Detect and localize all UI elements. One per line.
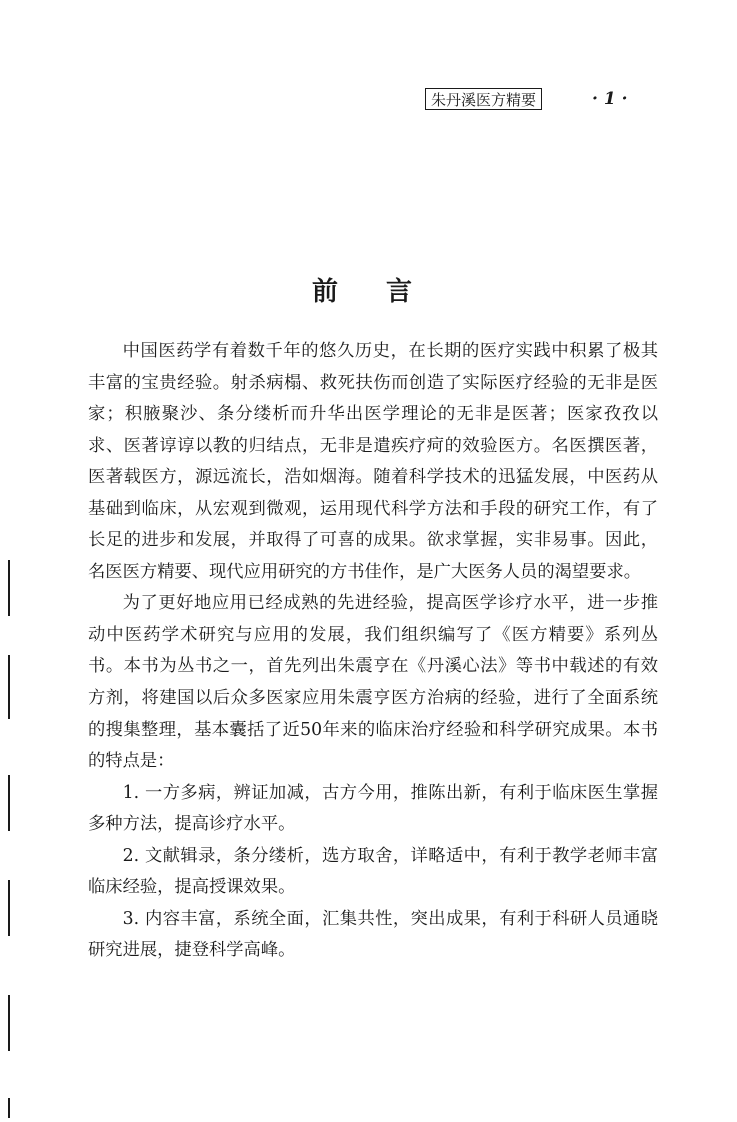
- feature-item-1: 1. 一方多病，辨证加减，古方今用，推陈出新，有利于临床医生掌握多种方法，提高诊疗水平。: [88, 782, 658, 835]
- scan-margin-mark: [8, 655, 10, 719]
- paragraph-purpose: 为了更好地应用已经成熟的先进经验，提高医学诊疗水平，进一步推动中医药学术研究与应用的发展，我们组织编写了《医方精要》系列丛书。本书为丛书之一，首先列出朱震亨在《丹溪心法》等书中载述的有效方剂，将建国以后众多医家应用朱震亨医方治病的经验，进行了全面系统的搜集整理，基本囊括了近50年来的临床治疗经验和科学研究成果。本书的特点是：: [88, 593, 658, 772]
- feature-item-3: 3. 内容丰富，系统全面，汇集共性，突出成果，有利于科研人员通晓研究进展，捷登科学高峰。: [88, 908, 658, 961]
- scan-margin-mark: [8, 995, 10, 1051]
- page-number: · 1 ·: [592, 89, 628, 109]
- book-title-box: 朱丹溪医方精要: [425, 88, 542, 110]
- page-title: 前言: [312, 277, 461, 307]
- scan-margin-mark: [8, 880, 10, 936]
- running-header: [0, 88, 737, 112]
- scan-margin-mark: [8, 1098, 10, 1118]
- body-text: [88, 336, 658, 967]
- scan-margin-mark: [8, 560, 10, 616]
- paragraph-intro: 中国医药学有着数千年的悠久历史，在长期的医疗实践中积累了极其丰富的宝贵经验。射杀病榻、救死扶伤而创造了实际医疗经验的无非是医家；积腋聚沙、条分缕析而升华出医学理论的无非是医著；医家孜孜以求、医著谆谆以教的归结点，无非是遣疾疗疴的效验医方。名医撰医著，医著载医方，源远流长，浩如烟海。随着科学技术的迅猛发展，中医药从基础到临床，从宏观到微观，运用现代科学方法和手段的研究工作，有了长足的进步和发展，并取得了可喜的成果。欲求掌握，实非易事。因此，名医医方精要、现代应用研究的方书佳作，是广大医务人员的渴望要求。: [88, 341, 658, 582]
- scan-margin-mark: [8, 775, 10, 831]
- feature-item-2: 2. 文献辑录，条分缕析，选方取舍，详略适中，有利于教学老师丰富临床经验，提高授课效果。: [88, 845, 658, 898]
